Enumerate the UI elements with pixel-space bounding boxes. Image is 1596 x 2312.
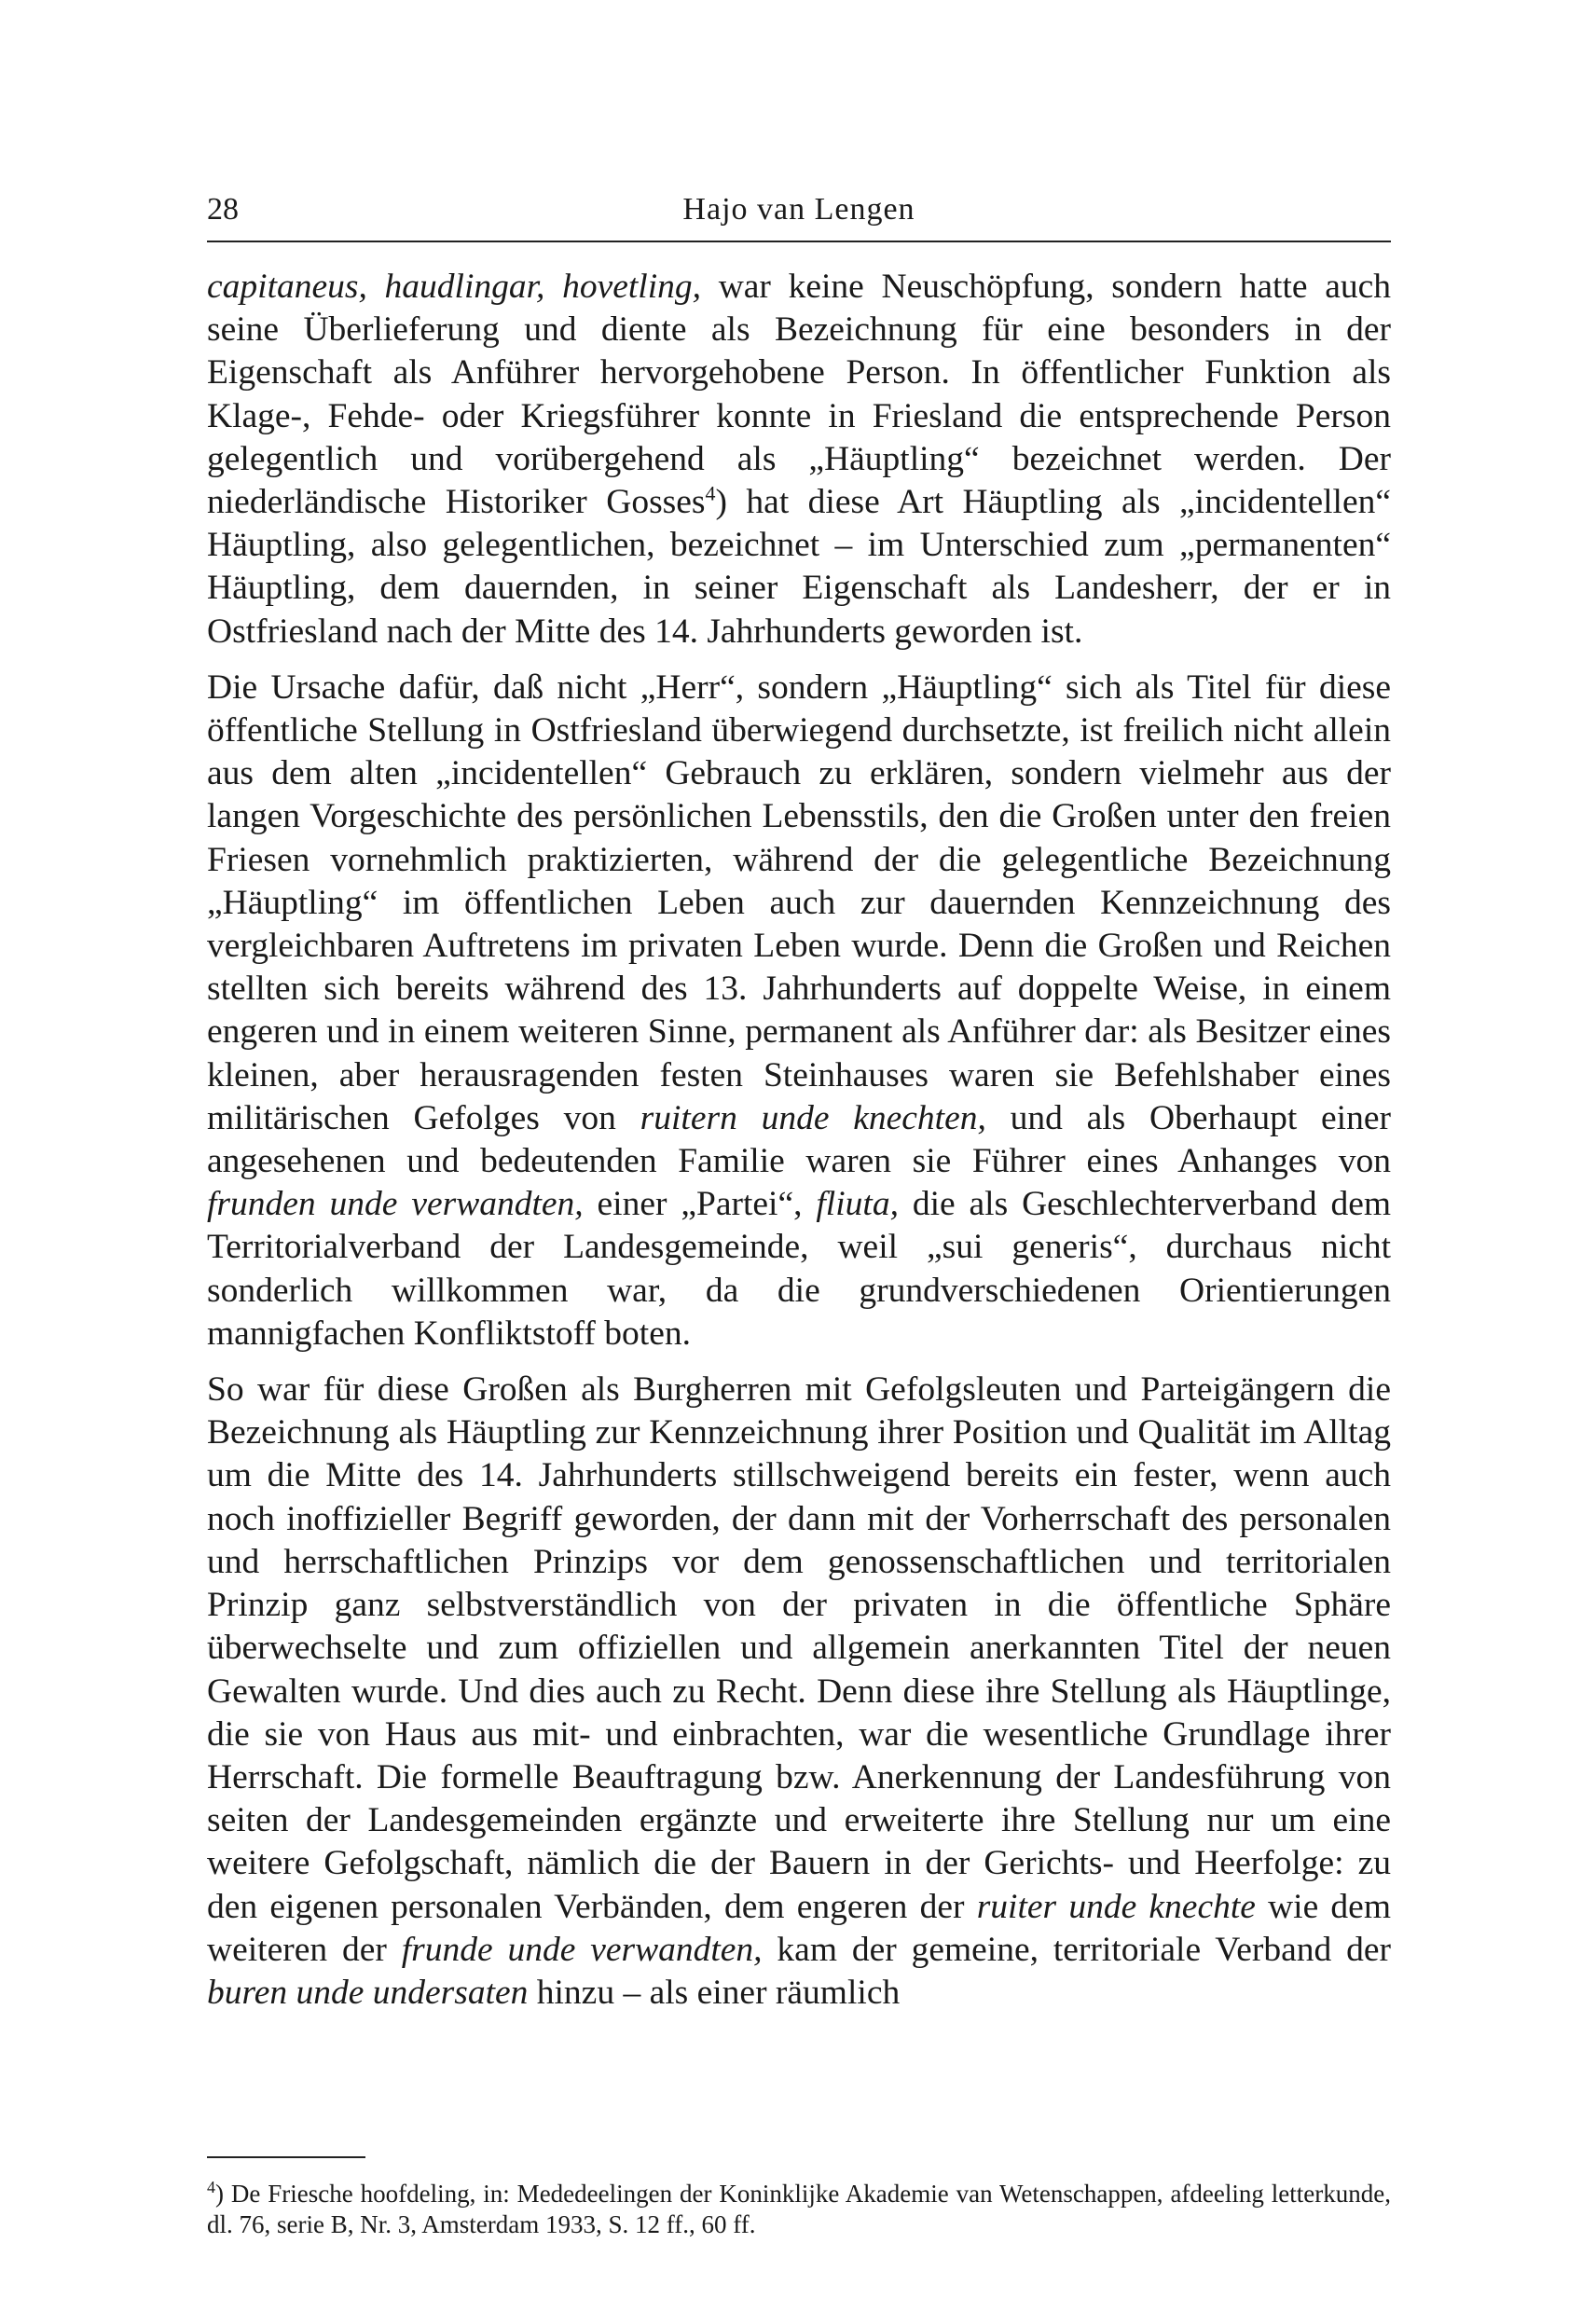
italic-term: fliuta, xyxy=(816,1185,899,1224)
italic-term: ruitern unde knechten, xyxy=(640,1098,986,1137)
text-run: war keine Neuschöpfung, sondern hatte auch seine Überlieferung und diente als Bezeichnung für eine besonders in der Eigenschaft als Anführer hervorgehobene Person. In öffentlicher Funktion als Klage-, Fehde- oder Kriegsführer konnte in Friesland die entsprechende Person gelegentlich und vorübergehend als „Häuptling“ bezeichnet werden. Der niederländische Historiker Gosses xyxy=(207,268,1391,522)
text-run: hinzu – als einer räumlich xyxy=(528,1973,901,2012)
paragraph xyxy=(207,1369,1391,2015)
paragraph xyxy=(207,667,1391,1356)
text-run: ) hat diese Art Häuptling als „incidentellen“ Häuptling, also gelegentlichen, bezeichnet – im Unterschied zum „permanenten“ Häuptling, dem dauernden, in seiner Eigenschaft als Landesherr, der er in Ostfriesland nach der Mitte des 14. Jahrhunderts geworden ist. xyxy=(207,483,1391,651)
footnote-rule xyxy=(207,2156,365,2158)
footnote-number: 4 xyxy=(207,2178,215,2196)
italic-term: ruiter unde knechte xyxy=(976,1887,1256,1926)
text-run: kam der gemeine, territoriale Verband der xyxy=(762,1930,1391,1969)
footnote xyxy=(207,2179,1391,2240)
italic-term: frunde unde verwandten, xyxy=(401,1930,763,1969)
footnote-text: ) De Friesche hoofdeling, in: Mededeelingen der Koninklijke Akademie van Wetenschappen, afdeeling letterkunde, dl. 76, serie B, Nr. 3, Amsterdam 1933, S. 12 ff., 60 ff. xyxy=(207,2180,1391,2238)
main-text xyxy=(207,266,1391,2028)
text-run: wie dem weiteren der xyxy=(207,1887,1391,1969)
italic-term: buren unde undersaten xyxy=(207,1973,529,2012)
text-run: und als Oberhaupt einer angesehenen und bedeutenden Familie waren sie Führer eines Anhanges von xyxy=(207,1098,1391,1181)
italic-term: frunden unde verwandten, xyxy=(207,1185,584,1224)
italic-term: capitaneus, haudlingar, hovetling, xyxy=(207,268,702,306)
text-run: So war für diese Großen als Burgherren mit Gefolgsleuten und Parteigängern die Bezeichnung als Häuptling zur Kennzeichnung ihrer Position und Qualität im Alltag um die Mitte des 14. Jahrhunderts stillschweigend bereits ein fester, wenn auch noch inoffizieller Begriff geworden, der dann mit der Vorherrschaft des personalen und herrschaftlichen Prinzips vor dem genossenschaftlichen und territorialen Prinzip ganz selbstverständlich von der privaten in die öffentliche Sphäre überwechselte und zum offiziellen und allgemein anerkannten Titel der neuen Gewalten wurde. Und dies auch zu Recht. Denn diese ihre Stellung als Häuptlinge, die sie von Haus aus mit- und einbrachten, war die wesentliche Grundlage ihrer Herrschaft. Die formelle Beauftragung bzw. Anerkennung der Landesführung von seiten der Landesgemeinden ergänzte und erweiterte ihre Stellung nur um eine weitere Gefolgschaft, nämlich die der Bauern in der Gerichts- und Heerfolge: zu den eigenen personalen Verbänden, dem engeren der xyxy=(207,1370,1391,1926)
footnote-reference: 4 xyxy=(705,481,716,505)
page-header xyxy=(207,183,1391,242)
text-run: Die Ursache dafür, daß nicht „Herr“, sondern „Häuptling“ sich als Titel für diese öffentliche Stellung in Ostfriesland überwiegend durchsetzte, ist freilich nicht allein aus dem alten „incidentellen“ Gebrauch zu erklären, sondern vielmehr aus der langen Vorgeschichte des persönlichen Lebensstils, den die Großen unter den freien Friesen vornehmlich praktizierten, während der die gelegentliche Bezeichnung „Häuptling“ im öffentlichen Leben auch zur dauernden Kennzeichnung des vergleichbaren Auftretens im privaten Leben wurde. Denn die Großen und Reichen stellten sich bereits während des 13. Jahrhunderts auf doppelte Weise, in einem engeren und in einem weiteren Sinne, permanent als Anführer dar: als Besitzer eines kleinen, aber herausragenden festen Steinhauses waren sie Befehlshaber eines militärischen Gefolges von xyxy=(207,667,1391,1137)
paragraph xyxy=(207,266,1391,654)
running-title: Hajo van Lengen xyxy=(682,192,915,227)
page-number: 28 xyxy=(207,192,239,227)
text-run: die als Geschlechterverband dem Territorialverband der Landesgemeinde, weil „sui generis“, durchaus nicht sonderlich willkommen war, da die grundverschiedenen Orientierungen mannigfachen Konfliktstoff boten. xyxy=(207,1185,1392,1353)
text-run: einer „Partei“, xyxy=(583,1185,817,1224)
